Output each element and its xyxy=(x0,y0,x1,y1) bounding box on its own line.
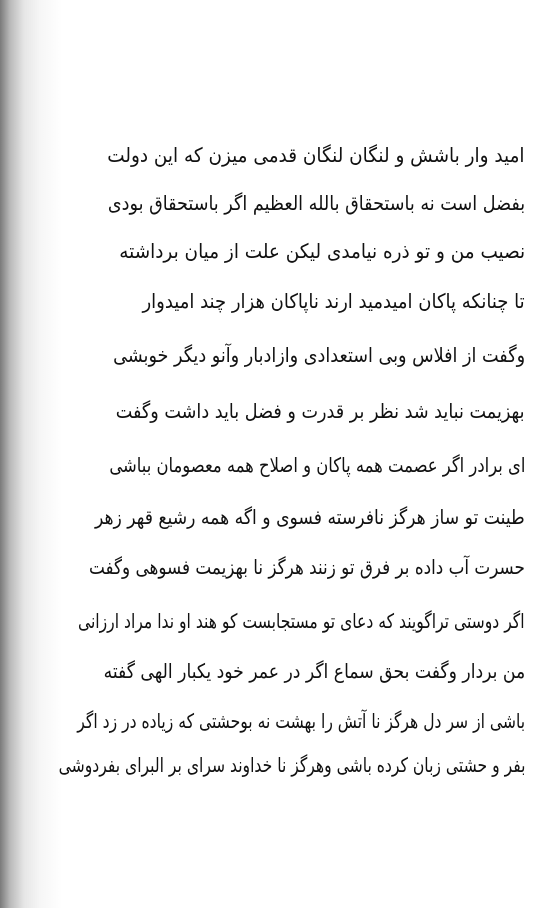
manuscript-page xyxy=(58,110,525,830)
text-line-12: باشی از سر دل هرگز نا آتش را بهشت نه بوحشتی که زیاده در زد اگر xyxy=(77,709,525,733)
text-line-7: ای برادر اگر عصمت همه پاکان و اصلاح همه معصومان بباشی xyxy=(108,453,525,477)
text-line-8: طینت تو ساز هرگز نافرسته فسوی و اگه همه رشیع قهر زهر xyxy=(95,505,525,529)
text-line-10: اگر دوستی تراگویند که دعای تو مستجابست کو هند او ندا مراد ارزانی xyxy=(78,609,525,633)
text-line-13: بفر و حشتی زبان کرده باشی وهرگز نا خداوند سرای بر البرای بفردوشی xyxy=(58,753,525,777)
text-line-4: تا چنانکه پاکان امیدمید ارند ناپاکان هزار چند امیدوار xyxy=(142,289,525,313)
text-line-6: بهزیمت نباید شد نظر بر قدرت و فضل باید داشت وگفت xyxy=(116,399,525,423)
text-line-9: حسرت آب داده بر فرق تو زنند هرگز نا بهزیمت فسوهی وگفت xyxy=(89,555,525,579)
text-line-3: نصیب من و تو ذره نیامدی لیکن علت از میان برداشته xyxy=(119,239,525,263)
text-line-1: امید وار باشش و لنگان لنگان قدمی میزن که این دولت xyxy=(107,143,525,167)
text-line-2: بفضل است نه باستحقاق بالله العظیم اگر باستحقاق بودی xyxy=(107,191,525,215)
text-line-5: وگفت از افلاس وبی استعدادی وازادبار وآنو دیگر خوبشی xyxy=(113,343,525,367)
text-line-11: من بردار وگفت بحق سماع اگر در عمر خود یکبار الهی گفته xyxy=(103,659,525,683)
book-binding-shadow xyxy=(0,0,62,908)
